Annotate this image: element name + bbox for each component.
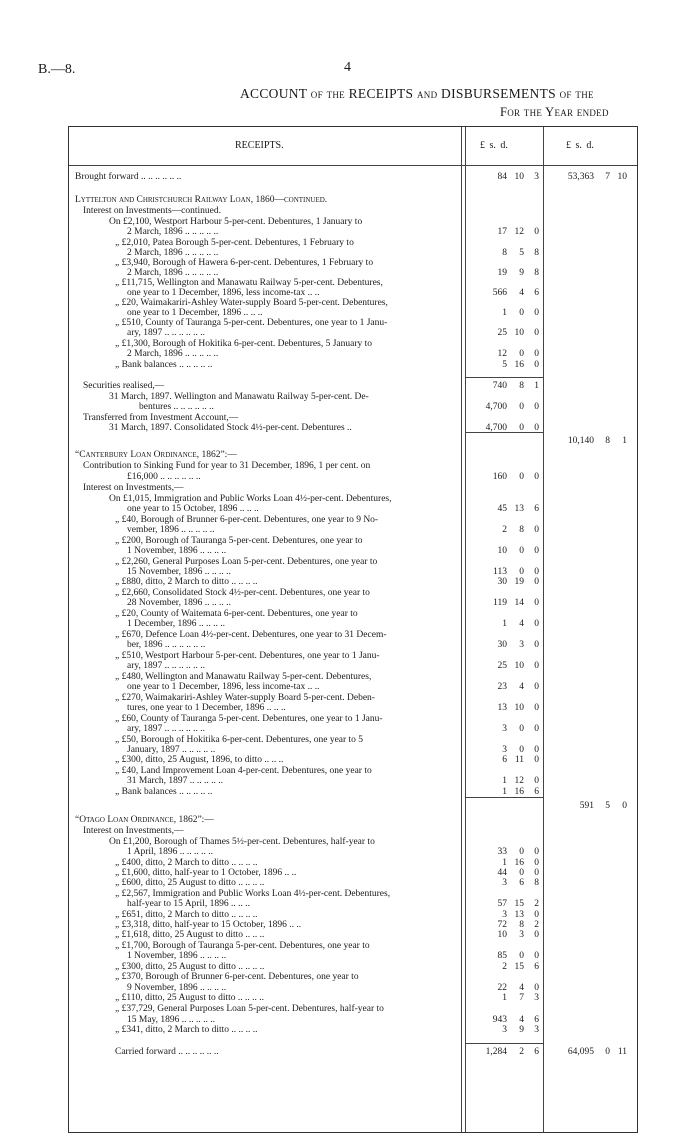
- ledger-row: [69, 435, 639, 447]
- row-description: „ £3,940, Borough of Hawera 6-per-cent. Debentures, 1 February to: [115, 258, 374, 268]
- amount-pounds: 6: [502, 755, 507, 765]
- amount-pounds: 160: [492, 472, 507, 482]
- row-description: „ £1,618, ditto, 25 August to ditto .. .. ..: [115, 930, 265, 940]
- page-number: 4: [344, 60, 351, 75]
- amount-pounds: 4,700: [485, 402, 507, 412]
- total-shillings: 0: [605, 1047, 610, 1057]
- total-pence: 10: [617, 172, 627, 182]
- amount-shillings: 6: [519, 878, 524, 888]
- total-shillings: 7: [605, 172, 610, 182]
- row-description: „ £880, ditto, 2 March to ditto .. .. .. ..: [115, 577, 258, 587]
- amount-shillings: 15: [514, 899, 524, 909]
- amount-shillings: 0: [519, 868, 524, 878]
- row-description: Contribution to Sinking Fund for year to 31 December, 1896, 1 per cent. on: [83, 461, 371, 471]
- amount-pounds: 3: [502, 910, 507, 920]
- amount-pence: 0: [534, 546, 539, 556]
- amount-shillings: 10: [514, 172, 524, 182]
- amount-shillings: 16: [514, 858, 524, 868]
- amount-pounds: 119: [493, 598, 507, 608]
- amount-pence: 0: [534, 682, 539, 692]
- amount-pence: 0: [534, 951, 539, 961]
- amount-pence: 0: [534, 776, 539, 786]
- row-description: one year to 15 October, 1896 .. .. ..: [127, 504, 259, 514]
- row-description: „ £50, Borough of Hokitika 6-per-cent. Debentures, one year to 5: [115, 735, 364, 745]
- total-shillings: 8: [605, 436, 610, 446]
- amount-shillings: 0: [519, 745, 524, 755]
- row-description: 31 March, 1897. Wellington and Manawatu Railway 5-per-cent. De-: [109, 392, 369, 402]
- row-description: 9 November, 1896 .. .. .. ..: [127, 983, 227, 993]
- row-description: On £2,100, Westport Harbour 5-per-cent. Debentures, 1 January to: [109, 217, 363, 227]
- amount-shillings: 7: [519, 993, 524, 1003]
- amount-shillings: 3: [519, 640, 524, 650]
- row-description: Transferred from Investment Account,—: [83, 413, 239, 423]
- amount-shillings: 16: [514, 360, 524, 370]
- lsd-column-header: £ s. d.: [480, 140, 508, 151]
- document-reference: B.—8.: [38, 62, 76, 77]
- ledger-row: [69, 359, 639, 371]
- row-description: „ £110, ditto, 25 August to ditto .. .. .. ..: [115, 993, 265, 1003]
- amount-pence: 0: [534, 661, 539, 671]
- amount-shillings: 4: [519, 288, 524, 298]
- row-description: „ £300, ditto, 25 August to ditto .. .. .. ..: [115, 962, 265, 972]
- amount-pence: 6: [534, 504, 539, 514]
- row-description: ary, 1897 .. .. .. .. .. ..: [127, 724, 206, 734]
- amount-pounds: 740: [492, 381, 507, 391]
- row-description: „ £270, Waimakariri-Ashley Water-supply Board 5-per-cent. Deben-: [115, 693, 375, 703]
- total-pounds: 53,363: [567, 172, 594, 182]
- receipts-column-header: RECEIPTS.: [235, 140, 284, 151]
- row-description: 1 December, 1896 .. .. .. ..: [127, 619, 226, 629]
- amount-shillings: 0: [519, 472, 524, 482]
- amount-pence: 0: [534, 868, 539, 878]
- amount-pence: 0: [534, 910, 539, 920]
- amount-pence: 0: [534, 703, 539, 713]
- sum-rule: [465, 377, 543, 378]
- ledger-row: [69, 171, 639, 183]
- sum-rule: [465, 797, 543, 798]
- account-title: ACCOUNT of the RECEIPTS and DISBURSEMENTS of the: [240, 86, 594, 101]
- amount-pounds: 72: [497, 920, 507, 930]
- ledger-row: [69, 422, 639, 434]
- amount-pounds: 1: [502, 619, 507, 629]
- amount-pence: 0: [534, 983, 539, 993]
- amount-shillings: 15: [514, 962, 524, 972]
- amount-pence: 1: [534, 381, 539, 391]
- row-description: „ £60, County of Tauranga 5-per-cent. Debentures, one year to 1 Janu-: [115, 714, 383, 724]
- ledger-row: [69, 1024, 639, 1036]
- amount-pounds: 943: [492, 1015, 507, 1025]
- amount-pounds: 5: [502, 360, 507, 370]
- row-description: ary, 1897 .. .. .. .. .. ..: [127, 661, 206, 671]
- amount-pence: 0: [534, 567, 539, 577]
- row-description: 1 November, 1896 .. .. .. ..: [127, 546, 227, 556]
- amount-pence: 0: [534, 472, 539, 482]
- amount-pounds: 1: [502, 993, 507, 1003]
- amount-pounds: 3: [502, 745, 507, 755]
- row-description: „ £2,567, Immigration and Public Works Loan 4½-per-cent. Debentures,: [115, 889, 391, 899]
- amount-pence: 0: [534, 308, 539, 318]
- ledger-row: [69, 786, 639, 798]
- amount-shillings: 5: [519, 248, 524, 258]
- row-description: Interest on Investments—continued.: [83, 206, 221, 216]
- amount-pence: 6: [534, 962, 539, 972]
- amount-shillings: 4: [519, 682, 524, 692]
- amount-pence: 0: [534, 402, 539, 412]
- amount-pence: 3: [534, 1025, 539, 1035]
- amount-pence: 0: [534, 858, 539, 868]
- amount-shillings: 9: [519, 268, 524, 278]
- row-description: tures, one year to 1 December, 1896 .. .. ..: [127, 703, 286, 713]
- ledger-row: [69, 1046, 639, 1058]
- row-description: £16,000 .. .. .. .. .. ..: [127, 472, 201, 482]
- amount-pence: 0: [534, 423, 539, 433]
- row-description: „ £651, ditto, 2 March to ditto .. .. .. ..: [115, 910, 258, 920]
- amount-pence: 0: [534, 328, 539, 338]
- amount-pounds: 2: [502, 525, 507, 535]
- sum-rule: [465, 1043, 543, 1044]
- amount-pounds: 30: [497, 577, 507, 587]
- row-description: „ Bank balances .. .. .. .. ..: [115, 360, 213, 370]
- total-pence: 11: [617, 1047, 627, 1057]
- row-description: „ £510, Westport Harbour 5-per-cent. Debentures, one year to 1 Janu-: [115, 651, 380, 661]
- amount-pounds: 4,700: [485, 423, 507, 433]
- amount-pence: 0: [534, 577, 539, 587]
- amount-pounds: 1: [502, 787, 507, 797]
- amount-pounds: 1: [502, 858, 507, 868]
- amount-shillings: 0: [519, 847, 524, 857]
- ledger-row: [69, 800, 639, 812]
- amount-pence: 0: [534, 619, 539, 629]
- amount-pounds: 30: [497, 640, 507, 650]
- amount-shillings: 0: [519, 423, 524, 433]
- row-description: “Otago Loan Ordinance, 1862”:—: [75, 815, 214, 825]
- amount-shillings: 0: [519, 349, 524, 359]
- amount-pence: 6: [534, 787, 539, 797]
- row-description: „ £3,318, ditto, half-year to 15 October, 1896 .. ..: [115, 920, 302, 930]
- amount-pence: 3: [534, 993, 539, 1003]
- row-description: ber, 1896 .. .. .. .. .. ..: [127, 640, 206, 650]
- amount-pounds: 3: [502, 724, 507, 734]
- amount-shillings: 11: [514, 755, 524, 765]
- row-description: 2 March, 1896 .. .. .. .. ..: [127, 268, 219, 278]
- amount-pence: 6: [534, 1047, 539, 1057]
- amount-shillings: 4: [519, 619, 524, 629]
- row-description: „ £20, County of Waitemata 6-per-cent. Debentures, one year to: [115, 609, 358, 619]
- row-description: „ £37,729, General Purposes Loan 5-per-cent. Debentures, half-year to: [115, 1004, 384, 1014]
- amount-pence: 0: [534, 598, 539, 608]
- amount-pounds: 84: [497, 172, 507, 182]
- amount-shillings: 4: [519, 983, 524, 993]
- row-description: 31 March, 1897 .. .. .. .. ..: [127, 776, 224, 786]
- amount-pounds: 19: [497, 268, 507, 278]
- row-description: 1 April, 1896 .. .. .. .. ..: [127, 847, 214, 857]
- row-description: Carried forward .. .. .. .. .. ..: [115, 1047, 219, 1057]
- amount-pounds: 3: [502, 878, 507, 888]
- amount-shillings: 0: [519, 567, 524, 577]
- amount-shillings: 19: [514, 577, 524, 587]
- amount-pounds: 45: [497, 504, 507, 514]
- amount-shillings: 0: [519, 546, 524, 556]
- amount-pounds: 10: [497, 546, 507, 556]
- row-description: „ £480, Wellington and Manawatu Railway 5-per-cent. Debentures,: [115, 672, 372, 682]
- row-description: 28 November, 1896 .. .. .. ..: [127, 598, 231, 608]
- amount-pence: 8: [534, 268, 539, 278]
- amount-pounds: 25: [497, 661, 507, 671]
- row-description: Interest on Investments,—: [83, 826, 184, 836]
- amount-pence: 0: [534, 930, 539, 940]
- amount-shillings: 2: [519, 1047, 524, 1057]
- row-description: half-year to 15 April, 1896 .. .. ..: [127, 899, 250, 909]
- amount-pence: 0: [534, 525, 539, 535]
- amount-pence: 3: [534, 172, 539, 182]
- amount-pounds: 10: [497, 930, 507, 940]
- row-description: „ Bank balances .. .. .. .. ..: [115, 787, 213, 797]
- amount-shillings: 10: [514, 661, 524, 671]
- amount-pounds: 25: [497, 328, 507, 338]
- row-description: „ £1,300, Borough of Hokitika 6-per-cent. Debentures, 5 January to: [115, 339, 373, 349]
- amount-pounds: 2: [502, 962, 507, 972]
- amount-pence: 8: [534, 248, 539, 258]
- row-description: Interest on Investments,—: [83, 483, 184, 493]
- amount-shillings: 12: [514, 227, 524, 237]
- amount-shillings: 14: [514, 598, 524, 608]
- amount-pounds: 1,284: [485, 1047, 507, 1057]
- amount-pence: 6: [534, 288, 539, 298]
- amount-pence: 0: [534, 847, 539, 857]
- row-description: 2 March, 1896 .. .. .. .. ..: [127, 227, 219, 237]
- amount-pounds: 113: [493, 567, 507, 577]
- header-rule: [69, 165, 637, 166]
- row-description: bentures .. .. .. .. .. ..: [139, 402, 214, 412]
- amount-pence: 0: [534, 755, 539, 765]
- row-description: „ £1,600, ditto, half-year to 1 October, 1896 .. ..: [115, 868, 297, 878]
- amount-pounds: 85: [497, 951, 507, 961]
- amount-shillings: 13: [514, 910, 524, 920]
- total-pence: 0: [622, 801, 627, 811]
- row-description: „ £40, Land Improvement Loan 4-per-cent. Debentures, one year to: [115, 766, 372, 776]
- amount-pounds: 8: [502, 248, 507, 258]
- amount-shillings: 3: [519, 930, 524, 940]
- amount-shillings: 9: [519, 1025, 524, 1035]
- total-pounds: 591: [579, 801, 594, 811]
- row-description: „ £300, ditto, 25 August, 1896, to ditto .. .. ..: [115, 755, 284, 765]
- amount-pence: 6: [534, 1015, 539, 1025]
- row-description: Brought forward .. .. .. .. .. ..: [75, 172, 182, 182]
- amount-pounds: 23: [497, 682, 507, 692]
- amount-shillings: 13: [514, 504, 524, 514]
- row-description: „ £2,660, Consolidated Stock 4½-per-cent. Debentures, one year to: [115, 588, 370, 598]
- amount-pounds: 44: [497, 868, 507, 878]
- sum-rule: [465, 432, 543, 433]
- row-description: „ £200, Borough of Tauranga 5-per-cent. Debentures, one year to: [115, 536, 363, 546]
- amount-shillings: 0: [519, 724, 524, 734]
- amount-pence: 2: [534, 899, 539, 909]
- amount-shillings: 8: [519, 920, 524, 930]
- total-pence: 1: [622, 436, 627, 446]
- amount-pounds: 12: [497, 349, 507, 359]
- row-description: “Canterbury Loan Ordinance, 1862”:—: [75, 450, 237, 460]
- amount-shillings: 0: [519, 308, 524, 318]
- row-description: 15 November, 1896 .. .. .. ..: [127, 567, 231, 577]
- row-description: „ £2,010, Patea Borough 5-per-cent. Debentures, 1 February to: [115, 238, 354, 248]
- row-description: 31 March, 1897. Consolidated Stock 4½-per-cent. Debentures ..: [109, 423, 352, 433]
- row-description: 1 November, 1896 .. .. .. ..: [127, 951, 227, 961]
- amount-shillings: 0: [519, 402, 524, 412]
- amount-shillings: 8: [519, 525, 524, 535]
- amount-pence: 2: [534, 920, 539, 930]
- amount-shillings: 4: [519, 1015, 524, 1025]
- row-description: „ £341, ditto, 2 March to ditto .. .. .. ..: [115, 1025, 258, 1035]
- row-description: one year to 1 December, 1896, less income-tax .. ..: [127, 682, 320, 692]
- amount-pounds: 57: [497, 899, 507, 909]
- row-description: one year to 1 December, 1896 .. .. ..: [127, 308, 263, 318]
- amount-pence: 0: [534, 227, 539, 237]
- amount-pence: 8: [534, 878, 539, 888]
- row-description: Lyttelton and Christchurch Railway Loan, 1860—continued.: [75, 195, 328, 205]
- amount-pence: 0: [534, 745, 539, 755]
- row-description: „ £600, ditto, 25 August to ditto .. .. .. ..: [115, 878, 265, 888]
- amount-shillings: 8: [519, 381, 524, 391]
- row-description: one year to 1 December, 1896, less income-tax .. ..: [127, 288, 320, 298]
- amount-pence: 0: [534, 724, 539, 734]
- amount-pence: 0: [534, 640, 539, 650]
- amount-pounds: 3: [502, 1025, 507, 1035]
- row-description: „ £11,715, Wellington and Manawatu Railway 5-per-cent. Debentures,: [115, 278, 383, 288]
- amount-pounds: 33: [497, 847, 507, 857]
- amount-pounds: 22: [497, 983, 507, 993]
- amount-pence: 0: [534, 360, 539, 370]
- row-description: „ £510, County of Tauranga 5-per-cent. Debentures, one year to 1 Janu-: [115, 318, 388, 328]
- amount-pounds: 13: [497, 703, 507, 713]
- row-description: vember, 1896 .. .. .. .. ..: [127, 525, 215, 535]
- account-subtitle: For the Year ended: [500, 105, 609, 119]
- row-description: „ £1,700, Borough of Tauranga 5-per-cent. Debentures, one year to: [115, 941, 370, 951]
- amount-pounds: 17: [497, 227, 507, 237]
- amount-shillings: 10: [514, 703, 524, 713]
- amount-pounds: 1: [502, 308, 507, 318]
- row-description: On £1,200, Borough of Thames 5½-per-cent. Debentures, half-year to: [109, 837, 375, 847]
- amount-shillings: 12: [514, 776, 524, 786]
- row-description: January, 1897 .. .. .. .. ..: [127, 745, 216, 755]
- amount-shillings: 16: [514, 787, 524, 797]
- row-description: „ £2,260, General Purposes Loan 5-per-cent. Debentures, one year to: [115, 557, 378, 567]
- row-description: 2 March, 1896 .. .. .. .. ..: [127, 349, 219, 359]
- amount-pounds: 1: [502, 776, 507, 786]
- row-description: „ £40, Borough of Brunner 6-per-cent. Debentures, one year to 9 No-: [115, 515, 379, 525]
- row-description: 15 May, 1896 .. .. .. .. ..: [127, 1015, 216, 1025]
- receipts-table: [68, 126, 638, 1133]
- row-description: On £1,015, Immigration and Public Works Loan 4½-per-cent. Debentures,: [109, 494, 392, 504]
- amount-pence: 0: [534, 349, 539, 359]
- row-description: „ £400, ditto, 2 March to ditto .. .. .. ..: [115, 858, 258, 868]
- total-pounds: 64,095: [567, 1047, 594, 1057]
- row-description: „ £670, Defence Loan 4½-per-cent. Debentures, one year to 31 Decem-: [115, 630, 387, 640]
- amount-shillings: 10: [514, 328, 524, 338]
- row-description: „ £20, Waimakariri-Ashley Water-supply Board 5-per-cent. Debentures,: [115, 298, 388, 308]
- total-shillings: 5: [605, 801, 610, 811]
- row-description: Securities realised,—: [83, 381, 165, 391]
- lsd-total-column-header: £ s. d.: [566, 140, 594, 151]
- amount-shillings: 0: [519, 951, 524, 961]
- row-description: ary, 1897 .. .. .. .. .. ..: [127, 328, 206, 338]
- row-description: „ £370, Borough of Brunner 6-per-cent. Debentures, one year to: [115, 972, 359, 982]
- row-description: 2 March, 1896 .. .. .. .. ..: [127, 248, 219, 258]
- amount-pounds: 566: [492, 288, 507, 298]
- total-pounds: 10,140: [567, 436, 594, 446]
